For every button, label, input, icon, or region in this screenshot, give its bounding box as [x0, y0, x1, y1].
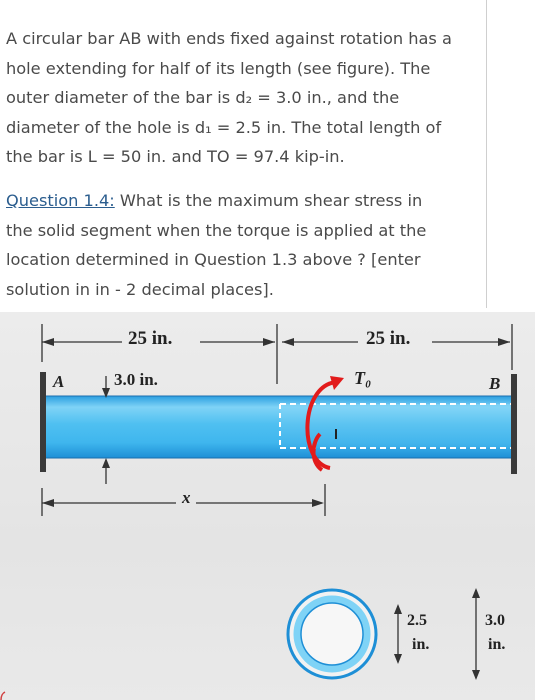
question-line-3: location determined in Question 1.3 above ? [enter	[6, 250, 421, 270]
question-paragraph	[6, 186, 476, 304]
left-length-label: 25 in.	[128, 328, 173, 349]
bar-figure	[0, 312, 535, 700]
page-right-divider	[486, 0, 487, 308]
intro-line-1: A circular bar AB with ends fixed against rotation has a	[6, 29, 452, 48]
right-length-label: 25 in.	[366, 328, 411, 349]
intro-line-4: diameter of the hole is d₁ = 2.5 in. The total length of	[6, 117, 442, 137]
hole-diameter-unit: in.	[412, 636, 430, 653]
position-label: x	[182, 488, 191, 507]
question-line-1: What is the maximum shear stress in	[114, 190, 423, 210]
intro-line-5: the bar is L = 50 in. and TO = 97.4 kip-in.	[6, 147, 345, 167]
end-b-label: B	[489, 374, 501, 393]
wall-a	[40, 372, 46, 472]
end-a-label: A	[53, 372, 65, 391]
intro-line-3: outer diameter of the bar is d₂ = 3.0 in., and the	[6, 88, 400, 108]
cross-section	[288, 590, 376, 678]
outer-diameter-indicator	[472, 588, 480, 680]
corner-mark-icon	[0, 690, 6, 700]
bar-diagram	[0, 312, 535, 700]
outer-diameter-unit: in.	[488, 636, 506, 653]
question-link[interactable]: Question 1.4:	[6, 190, 115, 210]
hole-diameter-value: 2.5	[407, 612, 427, 629]
torque-label: T₀	[354, 368, 372, 388]
intro-line-2: hole extending for half of its length (see figure). The	[6, 58, 431, 78]
question-line-2: the solid segment when the torque is applied at the	[6, 220, 427, 240]
solid-diameter-label: 3.0 in.	[114, 370, 158, 389]
problem-intro	[6, 24, 476, 172]
question-line-4: solution in in - 2 decimal places].	[6, 279, 274, 299]
hole-diameter-indicator	[394, 604, 402, 664]
outer-diameter-value: 3.0	[485, 612, 505, 629]
problem-text	[6, 24, 476, 304]
wall-b	[511, 374, 517, 474]
